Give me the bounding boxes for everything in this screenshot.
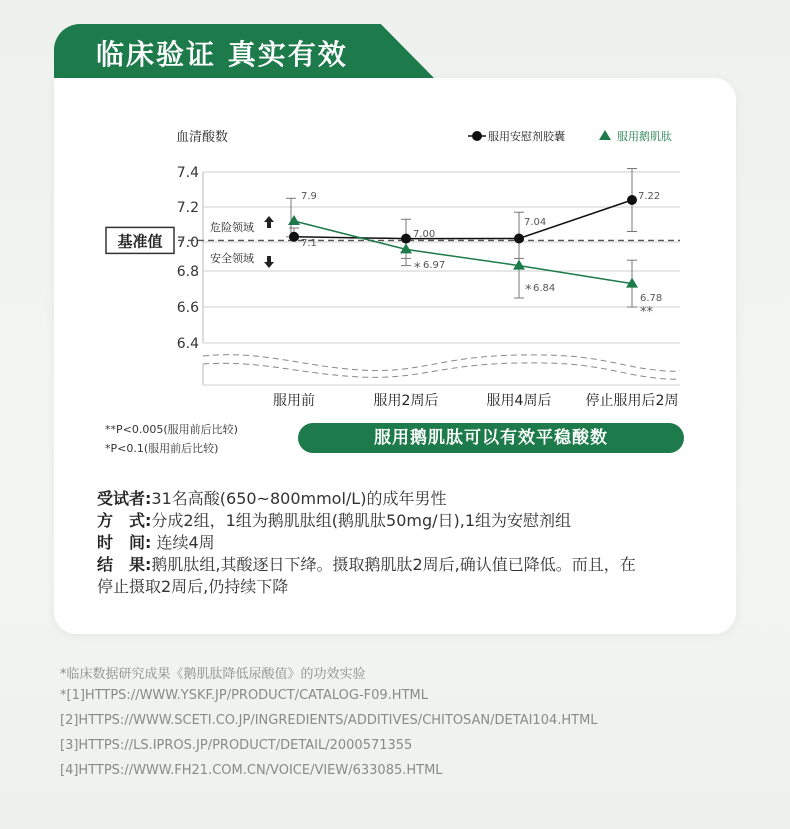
- data-label: 7.04: [524, 217, 547, 228]
- placebo-point: [514, 234, 524, 244]
- axis-break-wave: [203, 355, 680, 372]
- x-tick-label: 服用4周后: [486, 393, 552, 409]
- axis-break-wave: [203, 363, 680, 379]
- study-result-cont: [97, 576, 288, 598]
- placebo-point: [627, 195, 637, 205]
- legend-marker-carnosine: [599, 130, 611, 140]
- x-tick-label: 服用2周后: [373, 393, 439, 409]
- legend-label-placebo: 服用安慰剂胶囊: [488, 130, 565, 143]
- time-label: 时 间:: [97, 533, 152, 552]
- y-tick-label: 6.8: [176, 264, 199, 280]
- data-label: 6.97: [423, 260, 446, 271]
- significance-marker: **: [640, 305, 653, 320]
- down-arrow-icon: [264, 256, 274, 268]
- y-tick-label: 6.6: [176, 300, 199, 316]
- y-tick-label: 7.2: [176, 200, 199, 216]
- reference-3: [3]HTTPS://LS.IPROS.JP/PRODUCT/DETAIL/2000571355: [60, 738, 413, 753]
- subjects-label: 受试者:: [97, 489, 152, 508]
- legend-label-carnosine: 服用鹅肌肽: [617, 130, 672, 143]
- footnote-p01: *P<0.1(服用前后比较): [105, 442, 219, 455]
- result-value-line2: 停止摄取2周后,仍持续下降: [97, 577, 289, 596]
- safe-zone-label: 安全领域: [210, 252, 254, 265]
- page-title: 临床验证 真实有效: [96, 38, 348, 71]
- carnosine-point: [288, 215, 300, 225]
- data-label: 7.9: [301, 191, 317, 202]
- time-value: 连续4周: [151, 533, 215, 552]
- baseline-label: 基准值: [117, 232, 163, 251]
- legend-marker-placebo: [472, 131, 482, 141]
- significance-marker: *: [525, 283, 532, 298]
- y-tick-label: 6.4: [176, 336, 199, 352]
- study-method: [97, 510, 571, 532]
- data-label: 6.78: [640, 293, 663, 304]
- subjects-value: 31名高酸(650~800mmol/L)的成年男性: [151, 489, 447, 508]
- result-label: 结 果:: [97, 555, 152, 574]
- placebo-line: [294, 200, 632, 239]
- y-axis-label: 血清酸数: [176, 130, 229, 145]
- reference-note: *临床数据研究成果《鹅肌肽降低尿酸值》的功效实验: [60, 667, 366, 682]
- method-label: 方 式:: [97, 511, 152, 530]
- placebo-point: [401, 234, 411, 244]
- x-tick-label: 停止服用后2周: [585, 393, 679, 409]
- danger-zone-label: 危险领域: [210, 221, 254, 234]
- study-result: [97, 554, 636, 576]
- reference-4: [4]HTTPS://WWW.FH21.COM.CN/VOICE/VIEW/633085.HTML: [60, 763, 443, 778]
- footnote-p005: **P<0.005(服用前后比较): [105, 423, 238, 436]
- study-time: [97, 532, 215, 554]
- conclusion-banner: 服用鹅肌肽可以有效平稳酸数: [298, 423, 684, 453]
- y-tick-label: 7.4: [176, 165, 199, 181]
- up-arrow-icon: [264, 216, 274, 228]
- carnosine-line: [294, 221, 632, 284]
- data-label: 6.84: [533, 283, 556, 294]
- reference-1: *[1]HTTPS://WWW.YSKF.JP/PRODUCT/CATALOG-F09.HTML: [60, 688, 428, 703]
- reference-2: [2]HTTPS://WWW.SCETI.CO.JP/INGREDIENTS/ADDITIVES/CHITOSAN/DETAI104.HTML: [60, 713, 598, 728]
- significance-marker: *: [414, 261, 421, 276]
- data-label: 7.00: [413, 229, 436, 240]
- method-value: 分成2组，1组为鹅肌肽组(鹅肌肽50mg/日),1组为安慰剂组: [151, 511, 572, 530]
- data-label: 7.22: [638, 191, 661, 202]
- y-tick-label: 7.0: [176, 235, 199, 251]
- x-tick-label: 服用前: [273, 393, 315, 409]
- result-value-line1: 鹅肌肽组,其酸逐日下绛。摄取鹅肌肽2周后,确认值已降低。而且，在: [151, 555, 636, 574]
- data-label: 7.1: [301, 238, 317, 249]
- placebo-point: [289, 232, 299, 242]
- study-subjects: [97, 488, 446, 510]
